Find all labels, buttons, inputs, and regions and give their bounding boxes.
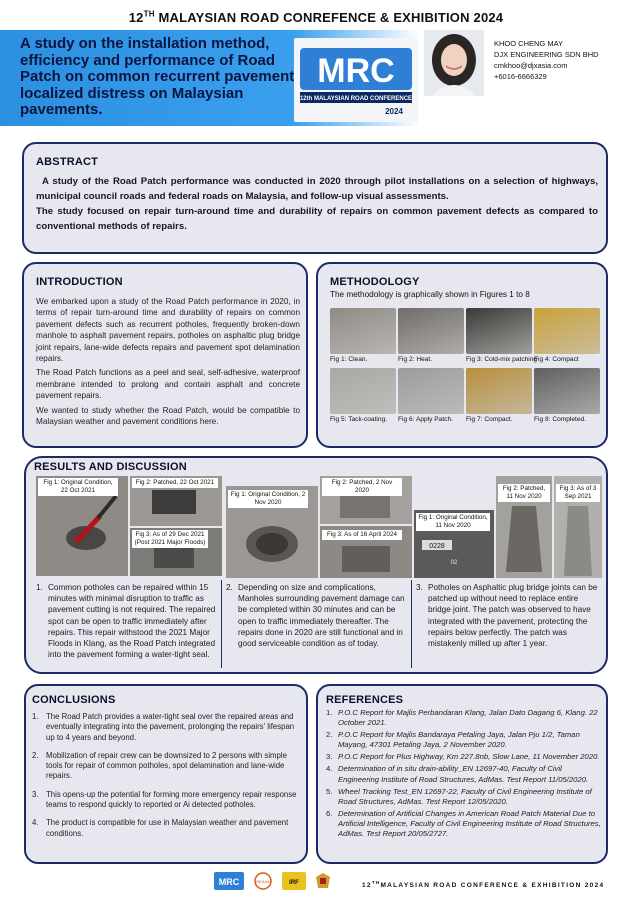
results-panel [24, 456, 608, 674]
result-label: Fig 1: Original Condition, 2 Nov 2020 [228, 490, 308, 508]
footer-crest-logo [314, 872, 332, 890]
plug-joint-sign-text: 0228 [429, 543, 445, 550]
method-figure-2 [398, 308, 464, 354]
method-figure-1 [330, 308, 396, 354]
result-label: Fig 3: As of 3 Sep 2021 [556, 484, 600, 502]
reference-item: 3. P.O.C Report for Plus Highway, Km 227.8nb, Slow Lane, 11 November 2020. [326, 752, 600, 762]
abstract-heading: ABSTRACT [36, 156, 99, 168]
results-heading: RESULTS AND DISCUSSION [34, 461, 187, 473]
conclusions-panel [24, 684, 308, 864]
conclusions-list [32, 712, 300, 847]
methodology-heading: METHODOLOGY [330, 276, 420, 288]
method-figure-4 [534, 308, 600, 354]
logo-sub-text: 12th MALAYSIAN ROAD CONFERENCE [299, 96, 413, 102]
method-caption: Fig 6: Apply Patch. [398, 416, 453, 423]
method-caption: Fig 8: Completed. [534, 416, 587, 423]
conclusion-item: 2. Mobilization of repair crew can be downsized to 2 persons with simple tools for repair of common potholes, spot delamination and lane-wide repairs. [32, 750, 287, 781]
reference-item: 5. Wheel Tracking Test_EN 12697-22, Faculty of Civil Engineering Institute of Road Structures, AdMas. Test Report 12/05/2020. [326, 786, 592, 806]
method-caption: Fig 7: Compact. [466, 416, 513, 423]
abstract-paragraph: A study of the Road Patch performance was conducted in 2020 through pilot installations on a selection of highways, municipal council roads and federal roads on Malaysia, and follow-up visual assessments. [36, 176, 598, 202]
author-email: cmkhoo@djxasia.com [494, 61, 568, 70]
method-figure-5 [330, 368, 396, 414]
footer-logo-3 [282, 872, 306, 890]
poster-title: A study on the installation method, efficiency and performance of Road Patch on common recurrent pavement localized distress on Malaysian pavements. [20, 35, 295, 118]
method-figure-3 [466, 308, 532, 354]
reference-item: 1. P.O.C Report for Majlis Perbandaran Klang, Jalan Dato Dagang 6, Klang. 22 October 2021. [326, 708, 598, 728]
introduction-heading: INTRODUCTION [36, 276, 123, 288]
conclusion-item: 4. The product is compatible for use in Malaysian weather and pavement conditions. [32, 818, 289, 838]
conference-title: 12TH MALAYSIAN ROAD CONREFENCE & EXHIBITION 2024 [128, 10, 504, 26]
result-item-number: 3. [416, 583, 423, 592]
result-item-text: Potholes on Asphaltic plug bridge joints can be patched up without need to replace entire bridge joint. The patch was observed to have integrated with the pavement, protecting the repairs below perfectly. The patch was mistakenly milled up after 1 year. [428, 583, 598, 649]
author-phone: +6016-6666329 [494, 72, 547, 81]
introduction-body [36, 296, 300, 430]
result-label: Fig 2: Patched, 22 Oct 2021 [132, 478, 218, 488]
result-label: Fig 3: As of 16 April 2024 [322, 530, 402, 540]
references-panel [316, 684, 608, 864]
result-label: Fig 2: Patched, 2 Nov 2020 [322, 478, 402, 496]
result-item-number: 2. [226, 583, 233, 592]
mrc-logo [294, 38, 418, 122]
method-figure-8 [534, 368, 600, 414]
plug-joint-mark-text: 02 [450, 560, 458, 566]
method-caption: Fig 3: Cold-mix patching [466, 356, 538, 363]
references-list [326, 708, 602, 841]
svg-text:REAAA: REAAA [256, 879, 270, 884]
introduction-paragraph: The Road Patch functions as a peel and seal, self-adhesive, waterproof membrane intended to prolong and contain asphalt and concrete pavement repairs. [36, 368, 300, 401]
results-divider [221, 580, 222, 668]
result-item [226, 582, 408, 672]
introduction-panel [22, 262, 308, 448]
result-label: Fig 1: Original Condition, 11 Nov 2020 [416, 513, 490, 531]
result-item-text: Common potholes can be repaired within 15 minutes with minimal disruption to traffic as pavement cutting is not required. The repaired spot can be open to traffic immediately after repairs. This repair withstood the 2021 Major Floods in Klang, as the Road Patch integrated into the pavement forming a water-tight seal. [48, 583, 216, 660]
method-caption: Fig 2: Heat. [398, 356, 433, 363]
method-figure-7 [466, 368, 532, 414]
method-caption: Fig 1: Clean. [330, 356, 368, 363]
title-banner [0, 30, 632, 130]
conclusions-heading: CONCLUSIONS [32, 694, 116, 706]
reference-item: 2. P.O.C Report for Majlis Bandaraya Petaling Jaya, Jalan Pju 1/2, Taman Mayang, 47301 Petaling Jaya, 2 November 2020. [326, 730, 580, 750]
footer-conference-text: 12THMALAYSIAN ROAD CONFERENCE & EXHIBITION 2024 [362, 880, 605, 890]
introduction-paragraph: We wanted to study whether the Road Patch, would be compatible to Malaysian weather and pavement conditions here. [36, 405, 300, 427]
conclusion-item: 1. The Road Patch provides a water-tight seal over the repaired areas and eventually integrating into the pavement, prolonging the repairs' lifespan up to 4 years and beyond. [32, 712, 295, 742]
author-photo [424, 30, 484, 96]
abstract-panel [22, 142, 608, 254]
result-item [416, 582, 600, 672]
result-item-number: 1. [36, 583, 43, 592]
author-company: DJX ENGINEERING SDN BHD [494, 50, 599, 59]
footer-mrc-logo [214, 872, 244, 890]
abstract-body [36, 174, 598, 234]
abstract-paragraph: The study focused on repair turn-around time and durability of repairs on common pavement defects as compared to conventional methods of repairs. [36, 206, 598, 232]
result-item-text: Depending on size and complications, Manholes surrounding pavement damage can be completed within 30 minutes and can be open to traffic immediately thereafter. The repairs done in 2020 are still functional and in good serviceable condition as of today. [238, 583, 405, 649]
result-label: Fig 2: Patched, 11 Nov 2020 [498, 484, 550, 502]
footer-logo-2 [252, 872, 274, 890]
methodology-panel [316, 262, 608, 448]
conference-header [0, 0, 632, 30]
introduction-paragraph: We embarked upon a study of the Road Patch performance in 2020, in terms of repair turn-around time and durability of repairs on common pavement defects such as recurrent potholes, frequently broken-down manhole to asphalt pavement repairs, potholes on asphaltic plug bridge joint repairs, lane-wide defects repairs and pavement spot delamination repairs. [36, 297, 300, 364]
author-name: KHOO CHENG MAY [494, 39, 564, 48]
logo-year-text: 2024 [385, 107, 403, 116]
reference-item: 4. Determination of in situ drain-ability_EN 12697-40, Faculty of Civil Engineering Institute of Road Structures, AdMas. Test Report 11/05/2020. [326, 764, 589, 784]
result-label: Fig 3: As of 29 Dec 2021 (Post 2021 Major Floods) [132, 530, 208, 548]
method-caption: Fig 5: Tack-coating. [330, 416, 388, 423]
methodology-subtitle: The methodology is graphically shown in Figures 1 to 8 [330, 290, 530, 299]
conclusion-item: 3. This opens-up the potential for forming more emergency repair response teams to respond quickly to reported or Ai detected potholes. [32, 789, 297, 810]
results-divider [411, 580, 412, 668]
method-caption: Fig 4: Compact [534, 356, 579, 363]
svg-text:MRC: MRC [218, 877, 240, 887]
author-info [494, 38, 599, 82]
method-figure-6 [398, 368, 464, 414]
logo-main-text: MRC [317, 52, 395, 90]
svg-text:IRF: IRF [289, 880, 299, 886]
reference-item: 6. Determination of Artificial Changes in American Road Patch Material Due to Artificial Intelligence, Faculty of Civil Engineering Institute of Road Structures, AdMas. Test Report 20/05/2727. [326, 808, 601, 839]
references-heading: REFERENCES [326, 694, 404, 706]
result-item [36, 582, 218, 672]
result-label: Fig 1: Original Condition, 22 Oct 2021 [38, 478, 118, 496]
